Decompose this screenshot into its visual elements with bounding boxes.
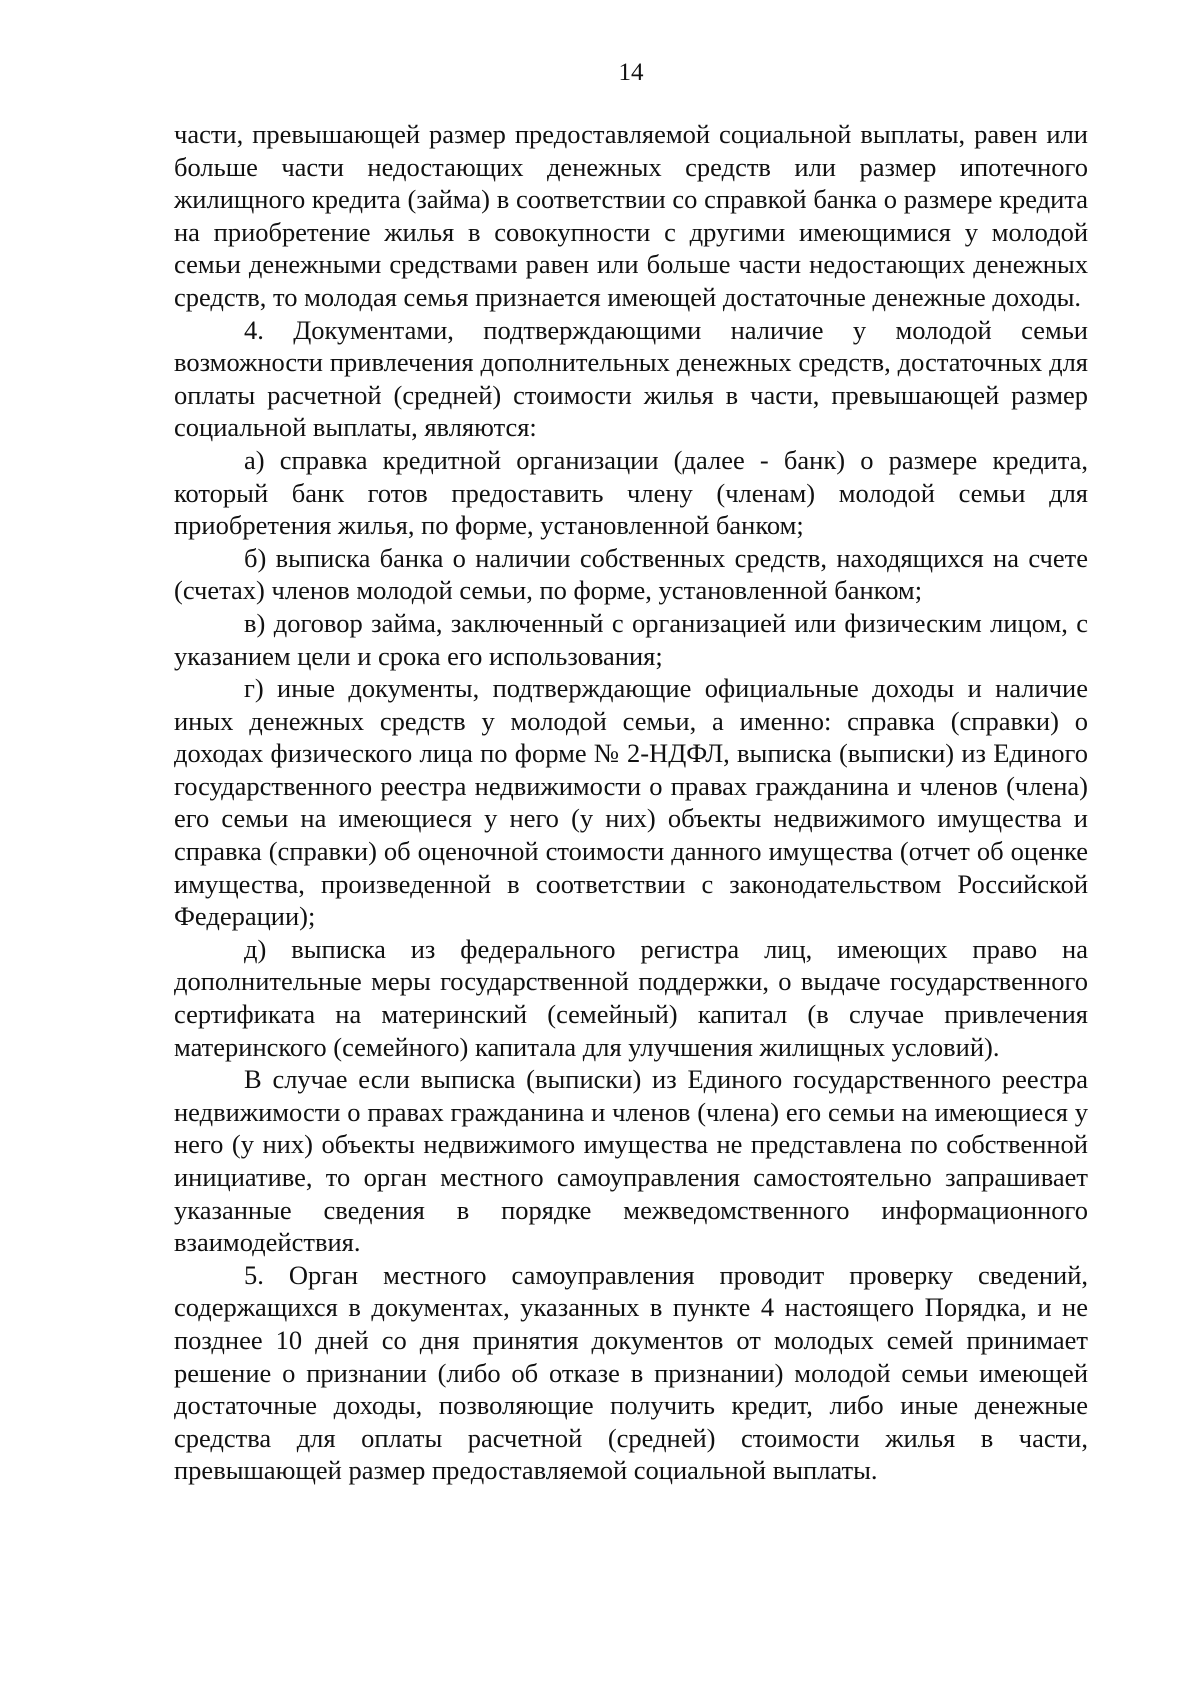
- paragraph-subitem-b: б) выписка банка о наличии собственных средств, находящихся на счете (счетах) членов молодой семьи, по форме, установленной банком;: [174, 542, 1088, 606]
- paragraph-item-4: 4. Документами, подтверждающими наличие у молодой семьи возможности привлечения дополнительных денежных средств, достаточных для оплаты расчетной (средней) стоимости жилья в части, превышающей размер социальной выплаты, являются:: [174, 314, 1088, 443]
- page-number: 14: [618, 59, 644, 86]
- paragraph-subitem-g: г) иные документы, подтверждающие официальные доходы и наличие иных денежных средств у молодой семьи, а именно: справка (справки) о доходах физического лица по форме № 2-НДФЛ, выписка (выписки) из Единого государственного реестра недвижимости о правах гражданина и членов (члена) его семьи на имеющиеся у него (у них) объекты недвижимого имущества и справка (справки) об оценочной стоимости данного имущества (отчет об оценке имущества, произведенной в соответствии с законодательством Российской Федерации);: [174, 673, 1088, 932]
- paragraph-note: В случае если выписка (выписки) из Единого государственного реестра недвижимости о правах гражданина и членов (члена) его семьи на имеющиеся у него (у них) объекты недвижимого имущества не представлена по собственной инициативе, то орган местного самоуправления самостоятельно запрашивает указанные сведения в порядке межведомственного информационного взаимодействия.: [174, 1064, 1088, 1258]
- paragraph-item-5: 5. Орган местного самоуправления проводит проверку сведений, содержащихся в документах, указанных в пункте 4 настоящего Порядка, и не позднее 10 дней со дня принятия документов от молодых семей принимает решение о признании (либо об отказе в признании) молодой семьи имеющей достаточные доходы, позволяющие получить кредит, либо иные денежные средства для оплаты расчетной (средней) стоимости жилья в части, превышающей размер предоставляемой социальной выплаты.: [174, 1259, 1088, 1486]
- paragraph-continuation: части, превышающей размер предоставляемой социальной выплаты, равен или больше части недостающих денежных средств или размер ипотечного жилищного кредита (займа) в соответствии со справкой банка о размере кредита на приобретение жилья в совокупности с другими имеющимися у молодой семьи денежными средствами равен или больше части недостающих денежных средств, то молодая семья признается имеющей достаточные денежные доходы.: [174, 119, 1088, 312]
- paragraph-subitem-v: в) договор займа, заключенный с организацией или физическим лицом, с указанием цели и срока его использования;: [174, 607, 1088, 671]
- paragraph-subitem-a: а) справка кредитной организации (далее - банк) о размере кредита, который банк готов предоставить члену (членам) молодой семьи для приобретения жилья, по форме, установленной банком;: [174, 444, 1088, 541]
- document-body: [174, 118, 1088, 1487]
- paragraph-subitem-d: д) выписка из федерального регистра лиц, имеющих право на дополнительные меры государственной поддержки, о выдаче государственного сертификата на материнский (семейный) капитал (в случае привлечения материнского (семейного) капитала для улучшения жилищных условий).: [174, 933, 1088, 1062]
